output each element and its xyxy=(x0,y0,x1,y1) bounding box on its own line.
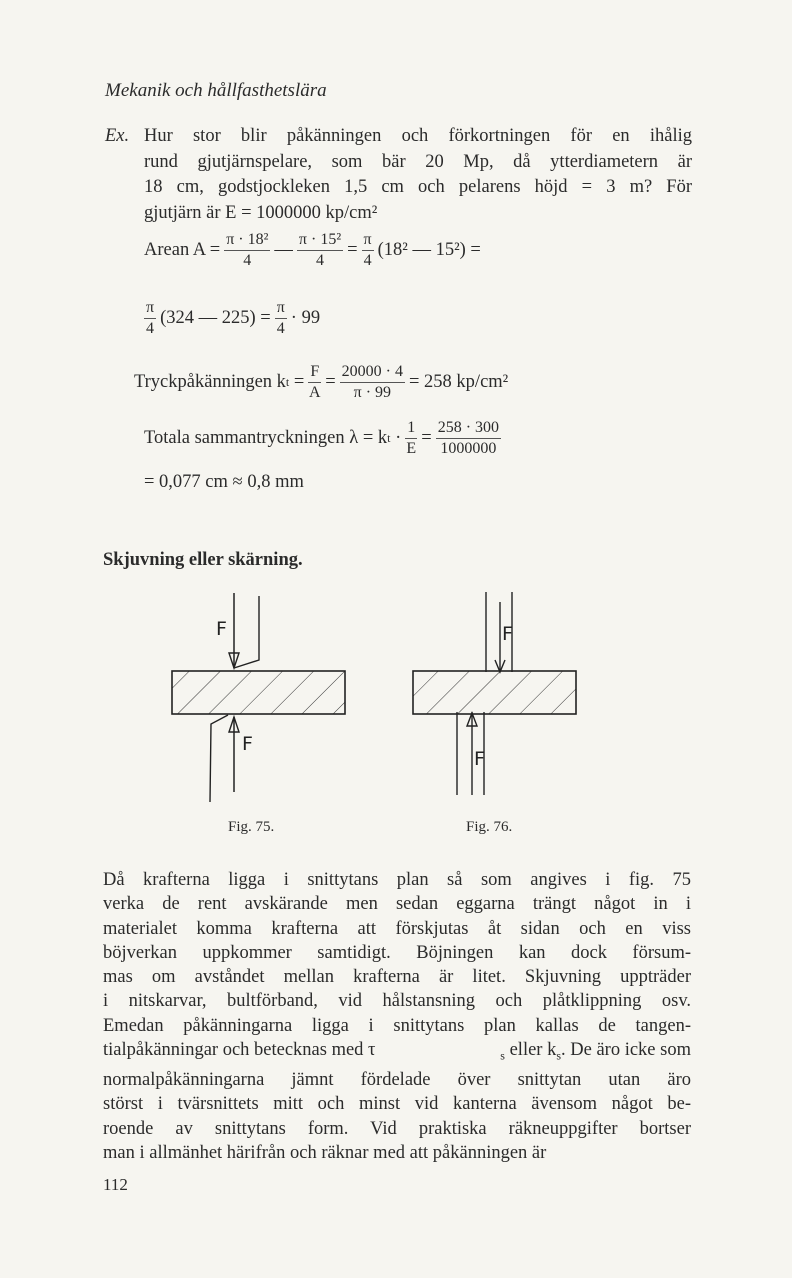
fraction xyxy=(308,362,321,403)
numerator: π · 15² xyxy=(297,230,343,251)
subscript: s xyxy=(556,1048,562,1063)
figure-caption: Fig. 76. xyxy=(466,819,513,835)
numerator: F xyxy=(308,362,321,383)
shear-figures xyxy=(0,580,792,820)
formula-text: (324 — 225) = xyxy=(160,308,271,328)
numerator: π xyxy=(362,230,374,251)
subscript: t xyxy=(285,375,290,389)
paragraph-line: materialet komma krafterna att förskjutas åt sidan och en viss xyxy=(103,918,691,939)
fraction xyxy=(297,230,343,271)
result-line: = 0,077 cm ≈ 0,8 mm xyxy=(144,472,304,492)
formula-text: = xyxy=(347,240,358,260)
formula-text: = xyxy=(421,428,432,448)
denominator: 1000000 xyxy=(440,440,497,457)
fraction xyxy=(224,230,270,271)
force-label: F xyxy=(216,618,227,640)
formula-text: Tryckpåkänningen xyxy=(134,372,273,392)
paragraph-line: roende av snittytans form. Vid praktiska räkneuppgifter bortser xyxy=(103,1118,691,1139)
formula-text: = xyxy=(293,372,305,392)
subscript: t xyxy=(387,431,391,445)
fraction xyxy=(436,418,501,459)
figure-75-drawing xyxy=(172,593,345,802)
paragraph-line: i nitskarvar, bultförband, vid hålstansning och plåtklippning osv. xyxy=(103,991,691,1012)
plate xyxy=(413,671,576,714)
paragraph-line: man i allmänhet härifrån och räknar med att påkänningen är xyxy=(103,1142,547,1163)
force-label: F xyxy=(502,623,513,645)
denominator: 4 xyxy=(276,320,285,337)
example-label: Ex. xyxy=(105,126,130,146)
running-header: Mekanik och hållfasthetslära xyxy=(105,80,327,101)
denominator: 4 xyxy=(243,252,252,269)
subscript: s xyxy=(500,1048,505,1063)
formula-text: · xyxy=(395,428,402,448)
paragraph-line: verka de rent avskärande men sedan eggarna trängt något in i xyxy=(103,894,691,915)
fraction xyxy=(275,298,287,339)
area-formula-continued xyxy=(140,298,320,339)
paragraph-line: störst i tvärsnittets mitt och minst vid kanterna ävensom något be- xyxy=(103,1094,691,1115)
denominator: π · 99 xyxy=(353,384,392,401)
formula-text: k xyxy=(276,372,286,392)
numerator: 258 · 300 xyxy=(436,418,501,439)
body-paragraph xyxy=(103,868,691,1165)
paragraph-line: böjverkan uppkommer samtidigt. Böjningen kan dock försum- xyxy=(103,942,691,963)
numerator: π xyxy=(275,298,287,319)
paragraph-line: Emedan påkänningarna ligga i snittytans plan kallas de tangen- xyxy=(103,1015,691,1036)
example-problem xyxy=(105,124,692,226)
stress-formula xyxy=(134,362,508,403)
numerator: 20000 · 4 xyxy=(340,362,405,383)
formula-text: Arean A = xyxy=(144,240,221,260)
example-line: rund gjutjärnspelare, som bär 20 Mp, då ytterdiametern är xyxy=(144,151,692,172)
line-text: . De äro icke som xyxy=(561,1040,691,1061)
formula-text: Totala sammantryckningen λ = k xyxy=(144,428,388,448)
fraction xyxy=(405,418,417,459)
formula-text: (18² — 15²) = xyxy=(377,240,481,260)
compression-formula xyxy=(144,418,505,459)
paragraph-line: mas om avståndet mellan krafterna är litet. Skjuvning uppträder xyxy=(103,967,691,988)
figure-caption: Fig. 75. xyxy=(228,819,275,835)
numerator: 1 xyxy=(405,418,417,439)
paragraph-line: Då krafterna ligga i snittytans plan så som angives i fig. 75 xyxy=(103,870,691,890)
formula-text: = xyxy=(325,372,336,392)
example-line: gjutjärn är E = 1000000 kp/cm² xyxy=(144,202,378,223)
denominator: 4 xyxy=(316,252,324,269)
denominator: 4 xyxy=(363,252,372,269)
force-label: F xyxy=(474,748,485,770)
denominator: 4 xyxy=(146,320,155,337)
paragraph-line xyxy=(103,1038,691,1068)
formula-text: — xyxy=(274,240,293,260)
figure-76-drawing xyxy=(413,592,576,795)
fraction xyxy=(340,362,405,403)
section-heading: Skjuvning eller skärning. xyxy=(103,550,303,570)
fraction xyxy=(144,298,156,339)
denominator: E xyxy=(406,440,417,457)
numerator: π xyxy=(144,298,156,319)
denominator: A xyxy=(309,384,321,401)
force-label: F xyxy=(242,733,253,755)
plate xyxy=(172,671,345,714)
fraction xyxy=(362,230,374,271)
formula-text: = 258 kp/cm² xyxy=(409,372,509,392)
example-line: 18 cm, godstjockleken 1,5 cm och pelarens höjd = 3 m? För xyxy=(144,177,692,197)
page-number: 112 xyxy=(103,1175,128,1194)
example-line: Hur stor blir påkänningen och förkortningen för en ihålig xyxy=(144,126,692,146)
line-text: tialpåkänningar och betecknas med τ xyxy=(103,1040,376,1061)
area-formula xyxy=(144,230,481,271)
numerator: π · 18² xyxy=(224,230,270,251)
paragraph-line: normalpåkänningarna jämnt fördelade över snittytan utan äro xyxy=(103,1070,691,1091)
line-text: eller k xyxy=(504,1040,557,1061)
formula-text: · 99 xyxy=(290,308,321,328)
